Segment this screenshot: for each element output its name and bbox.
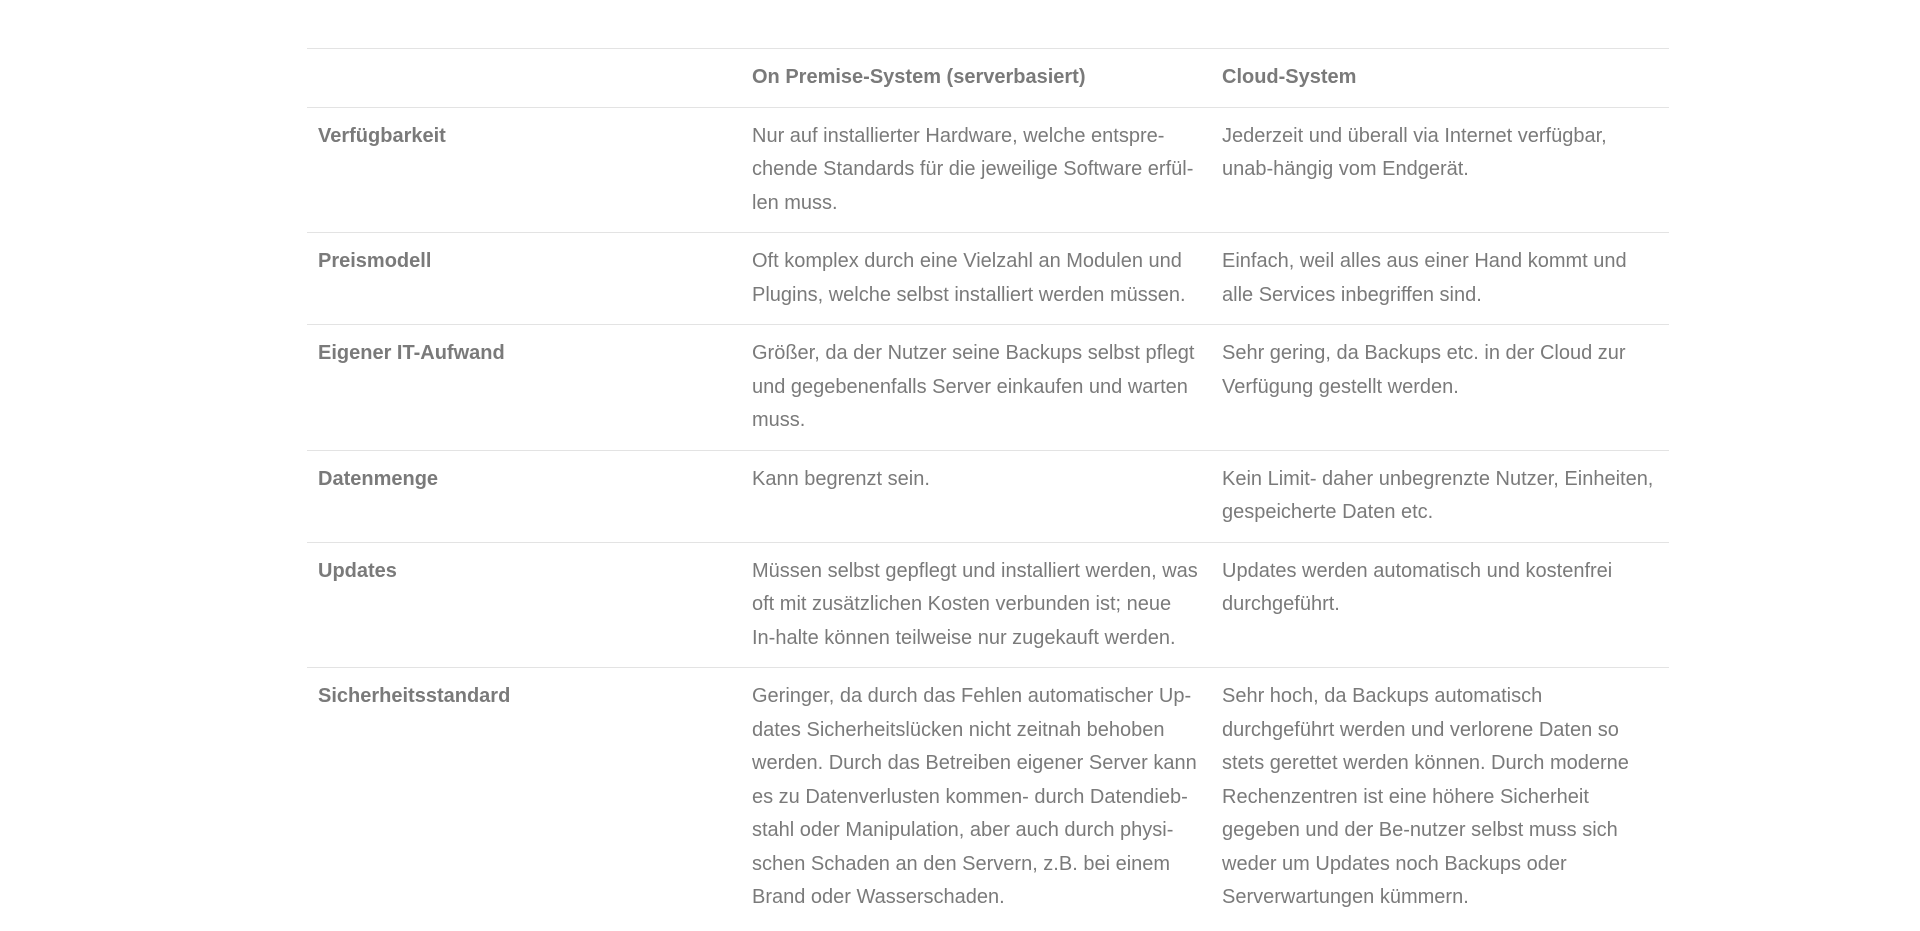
row-label: Verfügbarkeit: [307, 107, 741, 233]
header-cloud: Cloud-System: [1211, 49, 1669, 108]
table-row: [307, 450, 1669, 542]
header-on-premise: On Premise-System (serverbasiert): [741, 49, 1211, 108]
on-premise-cell: Nur auf installierter Hardware, welche entspre-chende Standards für die jeweilige Software erfül-len muss.: [741, 107, 1211, 233]
comparison-table: [307, 48, 1669, 927]
row-label: Datenmenge: [307, 450, 741, 542]
on-premise-cell: Kann begrenzt sein.: [741, 450, 1211, 542]
table-row: [307, 325, 1669, 451]
cloud-cell: Jederzeit und überall via Internet verfügbar, unab-hängig vom Endgerät.: [1211, 107, 1669, 233]
header-empty: [307, 49, 741, 108]
row-label: Updates: [307, 542, 741, 668]
table-header-row: [307, 49, 1669, 108]
table-row: [307, 233, 1669, 325]
cloud-cell: Sehr gering, da Backups etc. in der Cloud zur Verfügung gestellt werden.: [1211, 325, 1669, 451]
table-row: [307, 668, 1669, 927]
table-row: [307, 107, 1669, 233]
row-label: Preismodell: [307, 233, 741, 325]
cloud-cell: Einfach, weil alles aus einer Hand kommt und alle Services inbegriffen sind.: [1211, 233, 1669, 325]
on-premise-cell: Größer, da der Nutzer seine Backups selbst pflegt und gegebenenfalls Server einkaufen und warten muss.: [741, 325, 1211, 451]
comparison-table-container: [307, 48, 1669, 927]
cloud-cell: Kein Limit- daher unbegrenzte Nutzer, Einheiten, gespeicherte Daten etc.: [1211, 450, 1669, 542]
on-premise-cell: Geringer, da durch das Fehlen automatischer Up-dates Sicherheitslücken nicht zeitnah behoben werden. Durch das Betreiben eigener Server kann es zu Datenverlusten kommen- durch Datendieb-stahl oder Manipulation, aber auch durch physi-schen Schaden an den Servern, z.B. bei einem Brand oder Wasserschaden.: [741, 668, 1211, 927]
cloud-cell: Sehr hoch, da Backups automatisch durchgeführt werden und verlorene Daten so stets gerettet werden können. Durch moderne Rechenzentren ist eine höhere Sicherheit gegeben und der Be-nutzer selbst muss sich weder um Updates noch Backups oder Serverwartungen kümmern.: [1211, 668, 1669, 927]
row-label: Eigener IT-Aufwand: [307, 325, 741, 451]
on-premise-cell: Müssen selbst gepflegt und installiert werden, was oft mit zusätzlichen Kosten verbunden ist; neue In-halte können teilweise nur zugekauft werden.: [741, 542, 1211, 668]
table-row: [307, 542, 1669, 668]
on-premise-cell: Oft komplex durch eine Vielzahl an Modulen und Plugins, welche selbst installiert werden müssen.: [741, 233, 1211, 325]
row-label: Sicherheitsstandard: [307, 668, 741, 927]
cloud-cell: Updates werden automatisch und kostenfrei durchgeführt.: [1211, 542, 1669, 668]
